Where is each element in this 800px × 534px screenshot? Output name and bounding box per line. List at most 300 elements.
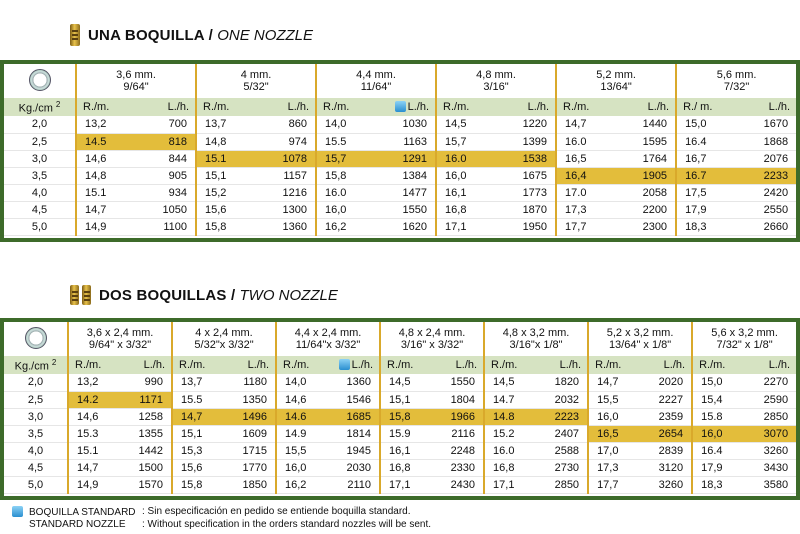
flow-value: 1477 [376,184,436,201]
rpm-value: 14,5 [436,116,496,133]
flow-value: 2020 [640,374,692,391]
pressure-value: 3,0 [4,408,68,425]
rpm-value: 15,7 [436,133,496,150]
pressure-value: 4,5 [4,201,76,218]
flow-value: 1945 [328,442,380,459]
rpm-value: 16,8 [436,201,496,218]
nozzle-size-header [276,322,380,356]
nozzle-size-inch: 3/16"x 1/8" [509,339,563,351]
rpm-header: R./m. [76,98,136,116]
flow-header [536,356,588,374]
nozzle-size-header [436,64,556,98]
pressure-value: 3,0 [4,150,76,167]
rpm-value: 17,3 [556,201,616,218]
rpm-value: 16,8 [380,459,432,476]
flow-header [256,98,316,116]
rpm-value: 15,5 [276,442,328,459]
nozzle-size-mm: 5,6 x 3,2 mm. [711,327,778,339]
flow-header [744,356,796,374]
flow-value: 1550 [376,201,436,218]
flow-value: 2407 [536,425,588,442]
rpm-value: 14,8 [196,133,256,150]
nozzle-size-mm: 5,2 mm. [596,69,636,81]
rpm-value: 16.4 [692,442,744,459]
rpm-value: 16.7 [676,167,736,184]
flow-value: 700 [136,116,196,133]
flow-value: 3580 [744,476,796,493]
flow-value: 1538 [496,150,556,167]
one-title-en: ONE NOZZLE [217,26,314,44]
flow-value: 3120 [640,459,692,476]
flow-value: 3260 [744,442,796,459]
flow-value: 1570 [120,476,172,493]
flow-header [328,356,380,374]
rpm-value: 15,8 [316,167,376,184]
flow-value: 1620 [376,218,436,235]
nozzle-size-header [172,322,276,356]
nozzle-size-mm: 5,6 mm. [716,69,757,81]
rpm-value: 16,0 [276,459,328,476]
rpm-header: R./m. [692,356,744,374]
rpm-value: 16,5 [588,425,640,442]
table-row [4,442,796,459]
rpm-value: 17,1 [380,476,432,493]
flow-header-label: L./h. [663,359,686,371]
flow-value: 1770 [224,459,276,476]
rpm-value: 18,3 [692,476,744,493]
table-row [4,459,796,476]
rpm-value: 14,6 [68,408,120,425]
rpm-value: 14,5 [380,374,432,391]
flow-value: 1216 [256,184,316,201]
nozzle-size-header [484,322,588,356]
flow-value: 2730 [536,459,588,476]
rpm-header: R./m. [196,98,256,116]
flow-value: 2330 [432,459,484,476]
nozzle-size-mm: 3,6 mm. [116,69,156,81]
rpm-value: 15,0 [692,374,744,391]
flow-header [736,98,796,116]
flow-value: 1050 [136,201,196,218]
flow-header-label: L./h. [287,101,310,113]
rpm-value: 14,9 [68,476,120,493]
one-title-es: UNA BOQUILLA / [88,26,214,44]
flow-value: 1258 [120,408,172,425]
flow-value: 1814 [328,425,380,442]
rpm-value: 16,1 [436,184,496,201]
nozzle-size-header [556,64,676,98]
nozzle-size-header [676,64,796,98]
legend-std-en: STANDARD NOZZLE [29,519,126,530]
pressure-value: 4,5 [4,459,68,476]
two-nozzle-table-frame [0,318,800,500]
flow-value: 1030 [376,116,436,133]
one-nozzle-table [4,64,796,236]
rpm-value: 14,0 [316,116,376,133]
flow-value: 2420 [736,184,796,201]
flow-value: 2270 [744,374,796,391]
flow-value: 3260 [640,476,692,493]
pressure-value: 4,0 [4,184,76,201]
nozzle-size-header [380,322,484,356]
rpm-value: 15,4 [692,391,744,408]
legend-std-es-desc: : Sin especificación en pedido se entiende boquilla standard. [142,506,411,517]
nozzle-icon [70,24,80,46]
one-nozzle-title [70,24,313,46]
flow-value: 1399 [496,133,556,150]
flow-value: 3430 [744,459,796,476]
flow-value: 2030 [328,459,380,476]
rpm-value: 16.0 [436,150,496,167]
flow-value: 1220 [496,116,556,133]
rpm-value: 16,2 [316,218,376,235]
flow-value: 1442 [120,442,172,459]
rpm-value: 15,6 [172,459,224,476]
flow-value: 2227 [640,391,692,408]
rpm-value: 13,7 [172,374,224,391]
flow-value: 2110 [328,476,380,493]
flow-header [224,356,276,374]
rpm-header: R./m. [68,356,120,374]
flow-value: 2654 [640,425,692,442]
rpm-value: 15.1 [68,442,120,459]
rpm-value: 16,8 [484,459,536,476]
standard-nozzle-icon [12,506,23,517]
table-row [4,133,796,150]
flow-value: 2839 [640,442,692,459]
rpm-value: 14.8 [484,408,536,425]
table-row [4,408,796,425]
flow-value: 1675 [496,167,556,184]
flow-value: 2850 [536,476,588,493]
rpm-value: 15.8 [692,408,744,425]
rpm-value: 15.5 [316,133,376,150]
flow-header-label: L./h. [143,359,166,371]
nozzle-size-mm: 4,8 x 2,4 mm. [398,327,466,339]
flow-value: 1171 [120,391,172,408]
flow-value: 1850 [224,476,276,493]
rpm-value: 14.5 [76,133,136,150]
nozzle-size-mm: 4,8 mm. [476,69,516,81]
rpm-value: 15,1 [172,425,224,442]
rpm-value: 16,0 [588,408,640,425]
rpm-value: 16,0 [436,167,496,184]
rpm-value: 14,7 [76,201,136,218]
rpm-value: 15,7 [316,150,376,167]
flow-value: 818 [136,133,196,150]
rpm-value: 16.0 [556,133,616,150]
flow-header-label: L./h. [247,359,270,371]
rpm-value: 15.3 [68,425,120,442]
rpm-value: 15,0 [676,116,736,133]
standard-nozzle-icon [395,101,406,112]
rpm-value: 17,1 [484,476,536,493]
rpm-value: 15,1 [380,391,432,408]
legend [12,506,431,531]
pressure-value: 5,0 [4,476,68,493]
rpm-value: 16,1 [380,442,432,459]
pressure-value: 2,5 [4,391,68,408]
rpm-value: 17,7 [588,476,640,493]
gauge-cell [4,64,76,98]
two-nozzle-title [70,285,338,305]
flow-value: 2430 [432,476,484,493]
flow-value: 1950 [496,218,556,235]
pressure-value: 2,0 [4,374,68,391]
table-row [4,116,796,133]
rpm-header: R./m. [316,98,376,116]
pressure-unit: Kg./cm [14,360,49,373]
nozzle-size-mm: 4,4 mm. [356,69,396,81]
flow-header-label: L./h. [559,359,582,371]
rpm-value: 14,7 [556,116,616,133]
rpm-value: 15,8 [380,408,432,425]
rpm-value: 13,7 [196,116,256,133]
rpm-value: 15,3 [172,442,224,459]
flow-value: 2850 [744,408,796,425]
flow-value: 2660 [736,218,796,235]
flow-value: 1440 [616,116,676,133]
pressure-unit-header [4,356,68,374]
nozzle-size-inch: 13/64" x 1/8" [608,339,672,351]
flow-value: 1500 [120,459,172,476]
rpm-value: 14.7 [484,391,536,408]
flow-value: 1764 [616,150,676,167]
legend-std-en-desc: : Without specification in the orders standard nozzles will be sent. [142,519,432,530]
nozzle-size-header [316,64,436,98]
nozzle-size-mm: 3,6 x 2,4 mm. [86,327,154,339]
rpm-value: 15.5 [172,391,224,408]
rpm-value: 17,7 [556,218,616,235]
rpm-value: 16,4 [556,167,616,184]
nozzle-size-mm: 4 mm. [240,69,272,81]
flow-value: 1300 [256,201,316,218]
rpm-value: 15.2 [484,425,536,442]
flow-header [496,98,556,116]
rpm-value: 15,8 [172,476,224,493]
nozzle-size-inch: 7/32" x 1/8" [716,339,773,351]
flow-value: 1163 [376,133,436,150]
flow-value: 934 [136,184,196,201]
nozzle-size-header [196,64,316,98]
rpm-value: 17.0 [556,184,616,201]
rpm-value: 16.0 [484,442,536,459]
flow-value: 1820 [536,374,588,391]
nozzle-size-inch: 9/64" [123,81,149,93]
nozzle-size-inch: 5/32" [243,81,269,93]
nozzle-size-mm: 5,2 x 3,2 mm. [606,327,674,339]
nozzle-size-mm: 4,8 x 3,2 mm. [502,327,570,339]
rpm-header: R./m. [172,356,224,374]
flow-value: 1966 [432,408,484,425]
flow-value: 1180 [224,374,276,391]
rpm-header: R./m. [436,98,496,116]
rpm-value: 14.6 [276,408,328,425]
double-nozzle-icon [70,285,91,305]
flow-header [640,356,692,374]
table-row [4,184,796,201]
flow-value: 2200 [616,201,676,218]
pressure-value: 2,5 [4,133,76,150]
flow-value: 3070 [744,425,796,442]
pressure-unit: Kg./cm [18,102,53,115]
rpm-value: 14.9 [276,425,328,442]
flow-value: 2550 [736,201,796,218]
flow-header-label: L./h. [407,101,430,113]
table-row [4,374,796,391]
rpm-value: 15,8 [196,218,256,235]
rpm-value: 15,2 [196,184,256,201]
rpm-header: R./m. [588,356,640,374]
rpm-value: 16,7 [676,150,736,167]
table-row [4,476,796,493]
rpm-value: 16,0 [316,201,376,218]
rpm-value: 13,2 [68,374,120,391]
flow-value: 1384 [376,167,436,184]
nozzle-size-inch: 11/64"x 3/32" [295,339,361,351]
rpm-value: 13,2 [76,116,136,133]
pressure-unit-exponent: 2 [51,357,57,367]
subheader-row [4,98,796,116]
one-nozzle-table-frame [0,60,800,242]
pressure-value: 3,5 [4,425,68,442]
flow-header-label: L./h. [351,359,374,371]
gauge-cell [4,322,68,356]
flow-value: 1905 [616,167,676,184]
standard-nozzle-icon [339,359,350,370]
nozzle-size-header [68,322,172,356]
nozzle-size-inch: 11/64" [360,81,392,93]
flow-value: 1360 [256,218,316,235]
rpm-value: 15,5 [588,391,640,408]
rpm-value: 14,7 [68,459,120,476]
flow-value: 1355 [120,425,172,442]
rpm-value: 16,5 [556,150,616,167]
flow-value: 990 [120,374,172,391]
flow-value: 1870 [496,201,556,218]
flow-value: 2032 [536,391,588,408]
rpm-header: R./m. [556,98,616,116]
flow-header [376,98,436,116]
flow-value: 2223 [536,408,588,425]
table-row [4,150,796,167]
nozzle-size-inch: 7/32" [723,81,750,93]
rpm-value: 15.9 [380,425,432,442]
flow-header-label: L./h. [167,101,190,113]
flow-value: 2058 [616,184,676,201]
flow-header-label: L./h. [455,359,478,371]
table-row [4,391,796,408]
legend-std-es: BOQUILLA STANDARD [29,507,136,518]
nozzle-size-mm: 4 x 2,4 mm. [195,327,253,339]
rpm-header: R./m. [380,356,432,374]
pressure-gauge-icon [25,327,47,349]
flow-value: 974 [256,133,316,150]
rpm-value: 14,0 [276,374,328,391]
header-row [4,64,796,98]
flow-header-label: L./h. [647,101,670,113]
pressure-gauge-icon [29,69,51,91]
flow-value: 860 [256,116,316,133]
flow-value: 2076 [736,150,796,167]
flow-value: 2233 [736,167,796,184]
nozzle-size-header [692,322,796,356]
nozzle-size-inch: 13/64" [600,81,632,93]
rpm-value: 14,6 [76,150,136,167]
flow-value: 1550 [432,374,484,391]
pressure-value: 5,0 [4,218,76,235]
rpm-header: R./m. [276,356,328,374]
rpm-value: 17,9 [676,201,736,218]
rpm-header: R./ m. [676,98,736,116]
flow-value: 1157 [256,167,316,184]
rpm-value: 15.1 [196,150,256,167]
rpm-value: 15.1 [76,184,136,201]
pressure-value: 4,0 [4,442,68,459]
flow-header [432,356,484,374]
rpm-header: R./m. [484,356,536,374]
flow-value: 844 [136,150,196,167]
rpm-value: 17,3 [588,459,640,476]
rpm-value: 16,0 [692,425,744,442]
flow-header [136,98,196,116]
pressure-value: 3,5 [4,167,76,184]
nozzle-size-mm: 4,4 x 2,4 mm. [294,327,362,339]
rpm-value: 14,8 [76,167,136,184]
two-title-en: TWO NOZZLE [239,286,338,304]
flow-value: 1100 [136,218,196,235]
flow-header-label: L./h. [527,101,550,113]
flow-value: 1773 [496,184,556,201]
flow-header-label: L./h. [768,359,791,371]
flow-value: 1609 [224,425,276,442]
rpm-value: 16,2 [276,476,328,493]
rpm-value: 16.0 [316,184,376,201]
rpm-value: 14,5 [484,374,536,391]
flow-value: 1715 [224,442,276,459]
flow-value: 1685 [328,408,380,425]
nozzle-size-header [588,322,692,356]
flow-value: 2248 [432,442,484,459]
table-row [4,218,796,235]
pressure-unit-header [4,98,76,116]
header-row [4,322,796,356]
nozzle-size-inch: 3/16" x 3/32" [400,339,464,351]
nozzle-size-inch: 5/32"x 3/32" [194,339,254,351]
flow-value: 1496 [224,408,276,425]
flow-value: 1546 [328,391,380,408]
rpm-value: 14,6 [276,391,328,408]
flow-value: 1078 [256,150,316,167]
flow-value: 2590 [744,391,796,408]
rpm-value: 15,6 [196,201,256,218]
rpm-value: 14,9 [76,218,136,235]
flow-header-label: L./h. [768,101,791,113]
nozzle-size-inch: 9/64" x 3/32" [88,339,152,351]
rpm-value: 14.2 [68,391,120,408]
table-row [4,167,796,184]
two-title-es: DOS BOQUILLAS / [99,286,236,304]
two-nozzle-table [4,322,796,494]
flow-value: 2359 [640,408,692,425]
rpm-value: 18,3 [676,218,736,235]
flow-value: 1670 [736,116,796,133]
table-row [4,425,796,442]
flow-header [616,98,676,116]
flow-value: 1595 [616,133,676,150]
rpm-value: 17,5 [676,184,736,201]
rpm-value: 15,1 [196,167,256,184]
